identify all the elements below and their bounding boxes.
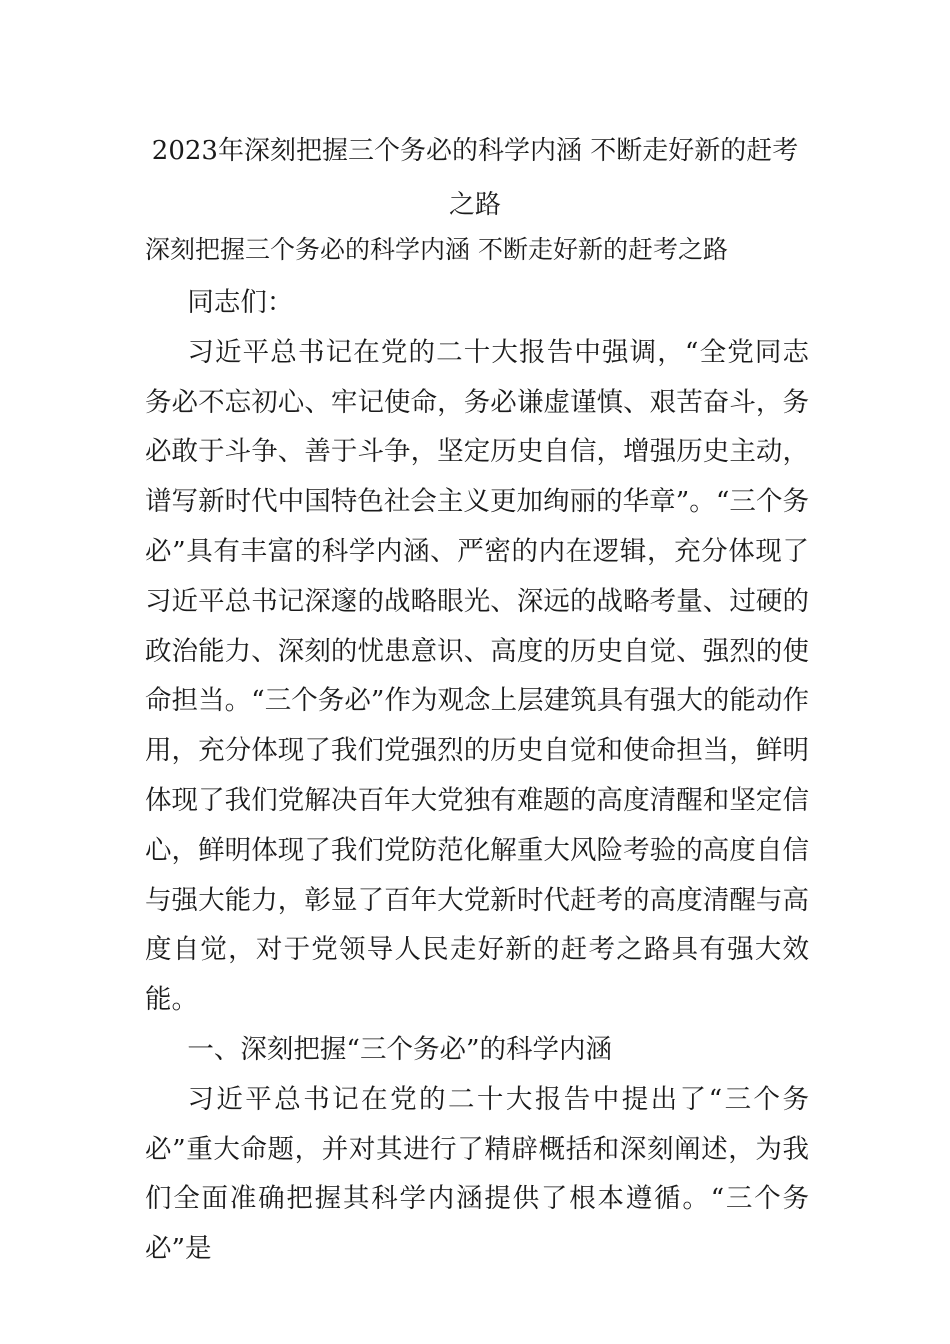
document-title: 2023年深刻把握三个务必的科学内涵 不断走好新的赶考之路	[151, 136, 799, 220]
document-subtitle: 深刻把握三个务必的科学内涵 不断走好新的赶考之路	[145, 235, 728, 264]
salutation: 同志们：	[187, 287, 294, 318]
body-paragraph: 习近平总书记在党的二十大报告中强调，“全党同志务必不忘初心、牢记使命，务必谦虚谨慎、艰苦奋斗，务必敢于斗争、善于斗争，坚定历史自信，增强历史主动，谱写新时代中国特色社会主义更加绚丽的华章”。“三个务必”具有丰富的科学内涵、严密的内在逻辑，充分体现了习近平总书记深邃的战略眼光、深远的战略考量、过硬的政治能力、深刻的忧患意识、高度的历史自觉、强烈的使命担当。“三个务必”作为观念上层建筑具有强大的能动作用，充分体现了我们党强烈的历史自觉和使命担当，鲜明体现了我们党解决百年大党独有难题的高度清醒和坚定信心，鲜明体现了我们党防范化解重大风险考验的高度自信与强大能力，彰显了百年大党新时代赶考的高度清醒与高度自觉，对于党领导人民走好新的赶考之路具有强大效能。	[145, 336, 809, 1016]
body-paragraph: 习近平总书记在党的二十大报告中提出了“三个务必”重大命题，并对其进行了精辟概括和深刻阐述，为我们全面准确把握其科学内涵提供了根本遵循。“三个务必”是	[145, 1083, 809, 1265]
section-heading: 一、深刻把握“三个务必”的科学内涵	[187, 1033, 612, 1065]
document-body	[145, 278, 809, 1274]
